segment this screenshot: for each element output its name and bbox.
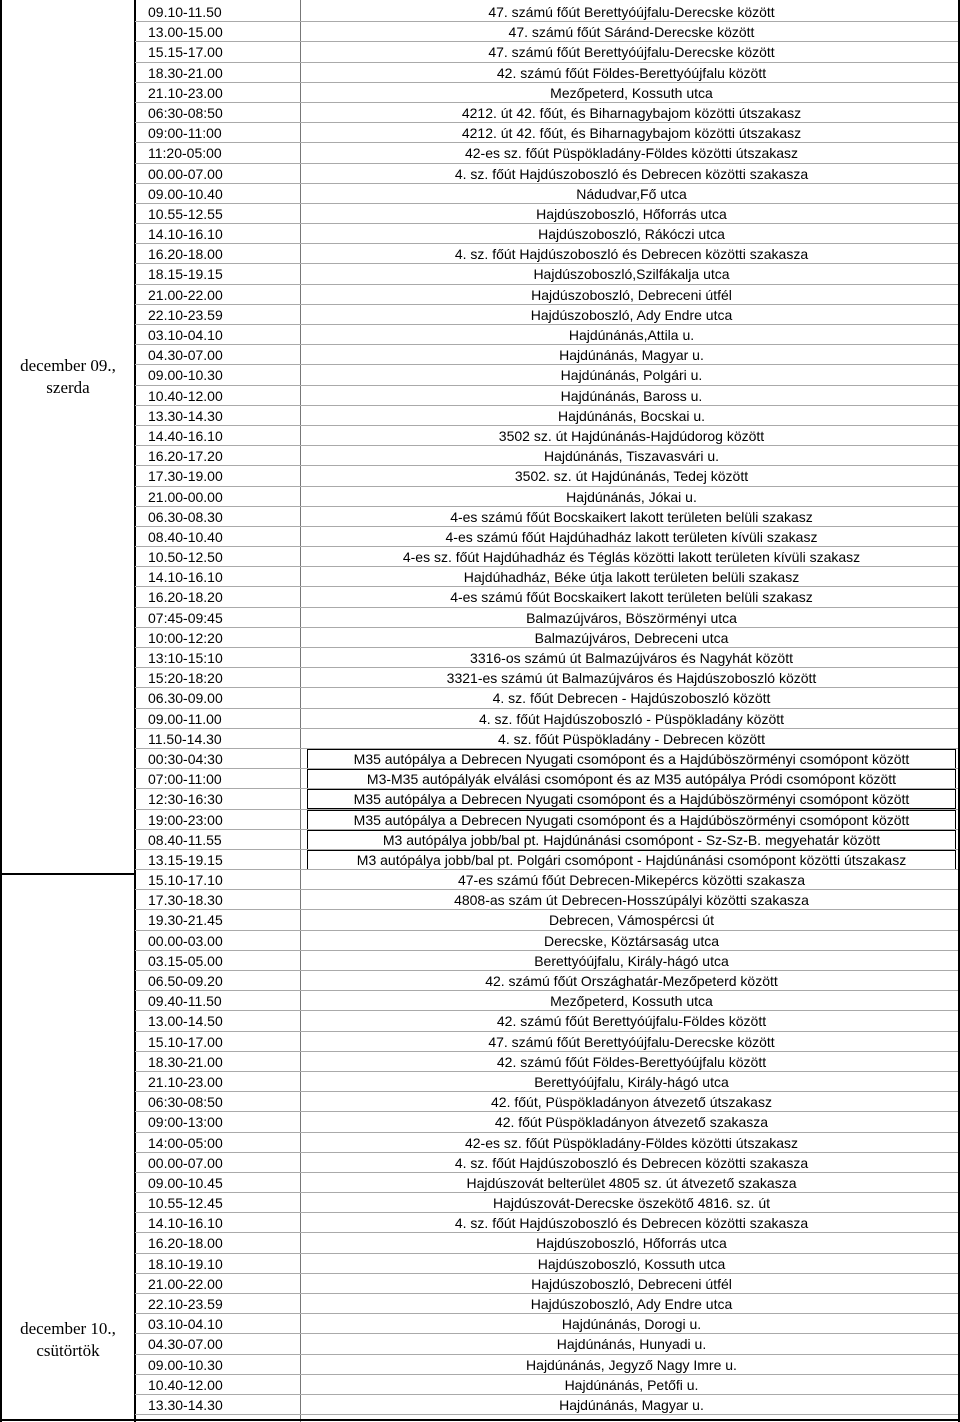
table-row <box>135 749 960 769</box>
time-cell: 15.10-17.10 <box>148 872 223 889</box>
time-cell: 00.00-07.00 <box>148 165 223 182</box>
location-cell: 4. sz. főút Hajdúszoboszló és Debrecen közötti szakasza <box>454 246 809 263</box>
table-row <box>135 1314 960 1334</box>
day-separator <box>0 873 135 875</box>
location-cell: Hajdúszoboszló, Hőforrás utca <box>536 1235 727 1252</box>
time-cell: 14.10-16.10 <box>148 1215 223 1232</box>
location-cell: M35 autópálya a Debrecen Nyugati csomópont és a Hajdúböszörményi csomópont között <box>307 749 956 769</box>
table-row <box>135 789 960 809</box>
location-cell: Hajdúszoboszló, Ady Endre utca <box>530 306 733 323</box>
table-row <box>135 971 960 991</box>
location-cell: 42. számú főút Berettyóújfalu-Földes között <box>496 1013 767 1030</box>
location-cell: Hajdúszovát belterület 4805 sz. út átvezető szakasza <box>466 1174 797 1191</box>
location-cell: 4. sz. főút Debrecen - Hajdúszoboszló között <box>492 690 771 707</box>
table-row <box>135 123 960 143</box>
table-row <box>135 244 960 264</box>
time-cell: 22.10-23.59 <box>148 1296 223 1312</box>
time-cell: 18.30-21.00 <box>148 64 223 81</box>
time-cell: 15.10-17.00 <box>148 1033 223 1050</box>
table-row <box>135 466 960 486</box>
table-row <box>135 1011 960 1031</box>
location-cell: Hajdúnánás, Dorogi u. <box>561 1316 702 1333</box>
date-label-line: december 10., <box>20 1319 116 1338</box>
location-cell: 4. sz. főút Püspökladány - Debrecen között <box>498 730 765 747</box>
time-cell: 13:10-15:10 <box>148 650 223 666</box>
table-row <box>135 264 960 284</box>
location-cell: 3316-os számú út Balmazújváros és Nagyhát között <box>470 650 793 666</box>
time-cell: 16.20-18.00 <box>148 1235 223 1252</box>
location-cell: Hajdúszoboszló, Kossuth utca <box>537 1255 726 1272</box>
location-cell: 42. számú főút Földes-Berettyóújfalu között <box>496 1053 767 1070</box>
location-cell: 42. számú főút Országhatár-Mezőpeterd között <box>485 973 778 989</box>
location-cell: Hajdúnánás, Hunyadi u. <box>556 1336 707 1353</box>
location-cell: 4808-as szám út Debrecen-Hosszúpályi közötti szakasza <box>454 892 809 909</box>
location-cell: 42. számú főút Földes-Berettyóújfalu között <box>496 64 767 81</box>
location-cell: 47. számú főút Berettyóújfalu-Derecske között <box>488 1033 775 1050</box>
table-row <box>135 164 960 184</box>
table-row <box>135 63 960 83</box>
time-cell: 15:20-18:20 <box>148 670 223 687</box>
location-cell: 3502 sz. út Hajdúnánás-Hajdúdorog között <box>498 427 765 444</box>
location-cell: Hajdúszoboszló,Szilfákalja utca <box>533 266 730 283</box>
table-row <box>135 426 960 446</box>
schedule-rows <box>135 2 960 1415</box>
table-row <box>135 1375 960 1395</box>
time-cell: 12:30-16:30 <box>148 791 223 808</box>
location-cell: 4-es sz. főút Hajdúhadház és Téglás közötti lakott területen kívüli szakasz <box>402 549 861 566</box>
time-cell: 16.20-17.20 <box>148 448 223 465</box>
location-cell: Hajdúnánás, Magyar u. <box>559 1396 704 1413</box>
location-cell: Hajdúnánás, Bocskai u. <box>557 407 706 424</box>
location-cell: Balmazújváros, Debreceni utca <box>534 629 729 646</box>
time-cell: 08.40-10.40 <box>148 528 223 545</box>
time-cell: 09.00-11.00 <box>148 710 222 727</box>
location-cell: Mezőpeterd, Kossuth utca <box>550 84 713 101</box>
location-cell: Balmazújváros, Böszörményi utca <box>526 609 737 626</box>
location-cell: 4. sz. főút Hajdúszoboszló és Debrecen közötti szakasza <box>454 1154 809 1171</box>
location-cell: M3 autópálya jobb/bal pt. Hajdúnánási csomópont - Sz-Sz-B. megyehatár között <box>307 830 956 850</box>
table-row <box>135 1355 960 1375</box>
time-cell: 00.00-07.00 <box>148 1154 223 1171</box>
time-cell: 03.10-04.10 <box>148 327 223 343</box>
table-row <box>135 587 960 607</box>
table-row <box>135 951 960 971</box>
time-cell: 09.10-11.50 <box>148 4 222 20</box>
time-cell: 13.00-15.00 <box>148 24 223 41</box>
time-cell: 15.15-17.00 <box>148 44 223 61</box>
location-cell: Berettyóújfalu, Király-hágó utca <box>534 952 729 969</box>
time-cell: 09.40-11.50 <box>148 993 222 1010</box>
location-cell: 4. sz. főút Hajdúszoboszló - Püspökladány között <box>478 710 785 727</box>
time-cell: 14.10-16.10 <box>148 569 223 586</box>
location-cell: Hajdúszovát-Derecske öszekötő 4816. sz. út <box>492 1195 771 1212</box>
table-row <box>135 406 960 426</box>
location-cell: Berettyóújfalu, Király-hágó utca <box>534 1073 729 1090</box>
time-cell: 03.15-05.00 <box>148 952 223 969</box>
table-row <box>135 446 960 466</box>
time-cell: 22.10-23.59 <box>148 306 223 323</box>
table-row <box>135 688 960 708</box>
table-row <box>135 870 960 890</box>
table-row <box>135 83 960 103</box>
location-cell: 4. sz. főút Hajdúszoboszló és Debrecen közötti szakasza <box>454 165 809 182</box>
table-row <box>135 830 960 850</box>
table-row <box>135 668 960 688</box>
location-cell: Hajdúnánás, Baross u. <box>560 387 703 404</box>
table-row <box>135 810 960 830</box>
table-row <box>135 22 960 42</box>
location-cell: 47-es számú főút Debrecen-Mikepércs közötti szakasza <box>457 872 806 889</box>
table-row <box>135 769 960 789</box>
time-cell: 03.10-04.10 <box>148 1316 223 1333</box>
time-cell: 10:00-12:20 <box>148 629 223 646</box>
table-row <box>135 709 960 729</box>
location-cell: Hajdúszoboszló, Ady Endre utca <box>530 1296 733 1312</box>
location-cell: M35 autópálya a Debrecen Nyugati csomópont és a Hajdúböszörményi csomópont között <box>307 789 956 809</box>
table-left-border <box>0 0 2 1422</box>
time-cell: 06:30-08:50 <box>148 1094 223 1111</box>
table-row <box>135 1032 960 1052</box>
location-cell: M3 autópálya jobb/bal pt. Polgári csomópont - Hajdúnánási csomópont közötti útszakasz <box>307 850 956 870</box>
time-cell: 14.10-16.10 <box>148 226 223 243</box>
table-row <box>135 345 960 365</box>
table-row <box>135 1153 960 1173</box>
table-row <box>135 1395 960 1415</box>
time-cell: 21.00-22.00 <box>148 1275 223 1292</box>
location-cell: 4-es számú főút Bocskaikert lakott területen belüli szakasz <box>450 589 813 606</box>
time-cell: 06.30-09.00 <box>148 690 223 707</box>
table-row <box>135 1294 960 1314</box>
location-cell: 42-es sz. főút Püspökladány-Földes közötti útszakasz <box>464 1134 799 1151</box>
location-cell: 4. sz. főút Hajdúszoboszló és Debrecen közötti szakasza <box>454 1215 809 1232</box>
weekday-label: csütörtök <box>36 1341 100 1360</box>
location-cell: Hajdúnánás, Magyar u. <box>559 347 704 364</box>
table-row <box>135 42 960 62</box>
time-cell: 10.40-12.00 <box>148 1376 223 1393</box>
time-cell: 18.15-19.15 <box>148 266 223 283</box>
location-cell: 4212. út 42. főút, és Biharnagybajom közötti útszakasz <box>461 104 802 121</box>
table-row <box>135 325 960 345</box>
table-row <box>135 1274 960 1294</box>
table-row <box>135 386 960 406</box>
table-row <box>135 103 960 123</box>
time-cell: 14.40-16.10 <box>148 427 223 444</box>
table-row <box>135 890 960 910</box>
time-cell: 21.00-00.00 <box>148 488 223 505</box>
time-cell: 21.00-22.00 <box>148 286 223 303</box>
location-cell: Hajdúszoboszló, Rákóczi utca <box>538 226 725 243</box>
table-row <box>135 1092 960 1112</box>
time-cell: 09.00-10.30 <box>148 1356 223 1373</box>
table-row <box>135 305 960 325</box>
table-row <box>135 143 960 163</box>
time-cell: 11.50-14.30 <box>148 730 222 747</box>
time-cell: 00.00-03.00 <box>148 932 223 949</box>
location-cell: 4-es számú főút Bocskaikert lakott területen belüli szakasz <box>450 508 813 525</box>
time-cell: 21.10-23.00 <box>148 84 223 101</box>
table-row <box>135 1112 960 1132</box>
location-cell: Hajdúnánás, Jókai u. <box>566 488 697 505</box>
time-cell: 09:00-11:00 <box>148 125 222 142</box>
time-cell: 13.30-14.30 <box>148 407 223 424</box>
table-row <box>135 648 960 668</box>
table-row <box>135 365 960 385</box>
time-cell: 13.00-14.50 <box>148 1013 223 1030</box>
time-cell: 17.30-19.00 <box>148 468 223 485</box>
table-row <box>135 1052 960 1072</box>
location-cell: Nádudvar,Fő utca <box>576 185 687 202</box>
table-bottom-border <box>0 1419 960 1421</box>
table-row <box>135 527 960 547</box>
table-row <box>135 487 960 507</box>
location-cell: Hajdúnánás, Jegyző Nagy Imre u. <box>526 1356 737 1373</box>
weekday-label: szerda <box>46 378 90 397</box>
table-row <box>135 204 960 224</box>
time-cell: 04.30-07.00 <box>148 1336 223 1353</box>
location-cell: 42. főút Püspökladányon átvezető szakasza <box>494 1114 769 1131</box>
time-cell: 10.55-12.45 <box>148 1195 223 1212</box>
time-cell: 18.30-21.00 <box>148 1053 223 1070</box>
time-cell: 16.20-18.00 <box>148 246 223 263</box>
table-row <box>135 1233 960 1253</box>
table-row <box>135 224 960 244</box>
date-label-line: december 09., <box>20 356 116 375</box>
location-cell: Hajdúhadház, Béke útja lakott területen belüli szakasz <box>463 569 800 586</box>
time-cell: 19:00-23:00 <box>148 811 223 828</box>
table-row <box>135 507 960 527</box>
time-cell: 07:45-09:45 <box>148 609 223 626</box>
time-cell: 18.10-19.10 <box>148 1255 223 1272</box>
time-cell: 16.20-18.20 <box>148 589 223 606</box>
table-row <box>135 2 960 22</box>
date-label-dec-10 <box>2 1318 134 1362</box>
location-cell: Hajdúnánás, Petőfi u. <box>564 1376 699 1393</box>
table-row <box>135 285 960 305</box>
time-cell: 09.00-10.45 <box>148 1174 223 1191</box>
location-cell: Mezőpeterd, Kossuth utca <box>550 993 713 1010</box>
time-cell: 11:20-05:00 <box>148 145 222 162</box>
time-cell: 09.00-10.30 <box>148 367 223 384</box>
table-row <box>135 931 960 951</box>
table-row <box>135 1072 960 1092</box>
table-row <box>135 547 960 567</box>
location-cell: 47. számú főút Berettyóújfalu-Derecske között <box>488 4 775 20</box>
location-cell: Debrecen, Vámospércsi út <box>549 912 714 929</box>
location-cell: 42. főút, Püspökladányon átvezető útszakasz <box>491 1094 772 1111</box>
location-cell: Hajdúnánás,Attila u. <box>568 327 695 343</box>
date-label-dec-09 <box>2 355 134 399</box>
table-row <box>135 1133 960 1153</box>
row-rule <box>135 1414 958 1415</box>
time-cell: 13.30-14.30 <box>148 1396 223 1413</box>
table-row <box>135 184 960 204</box>
time-cell: 21.10-23.00 <box>148 1073 223 1090</box>
time-cell: 14:00-05:00 <box>148 1134 223 1151</box>
time-cell: 06.30-08.30 <box>148 508 223 525</box>
table-row <box>135 1334 960 1354</box>
time-cell: 08.40-11.55 <box>148 831 222 848</box>
location-cell: 47. számú főút Berettyóújfalu-Derecske között <box>488 44 775 61</box>
location-cell: 47. számú főút Sáránd-Derecske között <box>508 24 755 41</box>
time-cell: 06:30-08:50 <box>148 104 223 121</box>
time-cell: 10.55-12.55 <box>148 205 223 222</box>
time-cell: 09.00-10.40 <box>148 185 223 202</box>
table-row <box>135 567 960 587</box>
time-cell: 09:00-13:00 <box>148 1114 223 1131</box>
location-cell: 42-es sz. főút Püspökladány-Földes közötti útszakasz <box>464 145 799 162</box>
table-row <box>135 1254 960 1274</box>
location-cell: Hajdúszoboszló, Hőforrás utca <box>536 205 727 222</box>
location-cell: M3-M35 autópályák elválási csomópont és az M35 autópálya Pródi csomópont között <box>307 769 956 789</box>
table-row <box>135 608 960 628</box>
table-row <box>135 628 960 648</box>
time-cell: 17.30-18.30 <box>148 892 223 909</box>
table-row <box>135 991 960 1011</box>
time-cell: 00:30-04:30 <box>148 750 223 767</box>
time-cell: 06.50-09.20 <box>148 973 223 989</box>
time-cell: 04.30-07.00 <box>148 347 223 364</box>
table-row <box>135 850 960 870</box>
location-cell: 3321-es számú út Balmazújváros és Hajdúszoboszló között <box>446 670 817 687</box>
time-cell: 10.40-12.00 <box>148 387 223 404</box>
location-cell: 3502. sz. út Hajdúnánás, Tedej között <box>514 468 749 485</box>
time-cell: 10.50-12.50 <box>148 549 223 566</box>
location-cell: 4212. út 42. főút, és Biharnagybajom közötti útszakasz <box>461 125 802 142</box>
time-cell: 13.15-19.15 <box>148 851 223 868</box>
table-row <box>135 1193 960 1213</box>
location-cell: Hajdúszoboszló, Debreceni útfél <box>531 286 732 303</box>
location-cell: 4-es számú főút Hajdúhadház lakott területen kívüli szakasz <box>445 528 818 545</box>
location-cell: M35 autópálya a Debrecen Nyugati csomópont és a Hajdúböszörményi csomópont között <box>307 810 956 830</box>
time-cell: 07:00-11:00 <box>148 771 222 788</box>
table-row <box>135 1213 960 1233</box>
location-cell: Hajdúnánás, Polgári u. <box>560 367 703 384</box>
time-cell: 19.30-21.45 <box>148 912 223 929</box>
table-row <box>135 1173 960 1193</box>
location-cell: Hajdúszoboszló, Debreceni útfél <box>531 1275 732 1292</box>
table-row <box>135 729 960 749</box>
location-cell: Hajdúnánás, Tiszavasvári u. <box>543 448 720 465</box>
table-row <box>135 910 960 930</box>
location-cell: Derecske, Köztársaság utca <box>543 932 720 949</box>
